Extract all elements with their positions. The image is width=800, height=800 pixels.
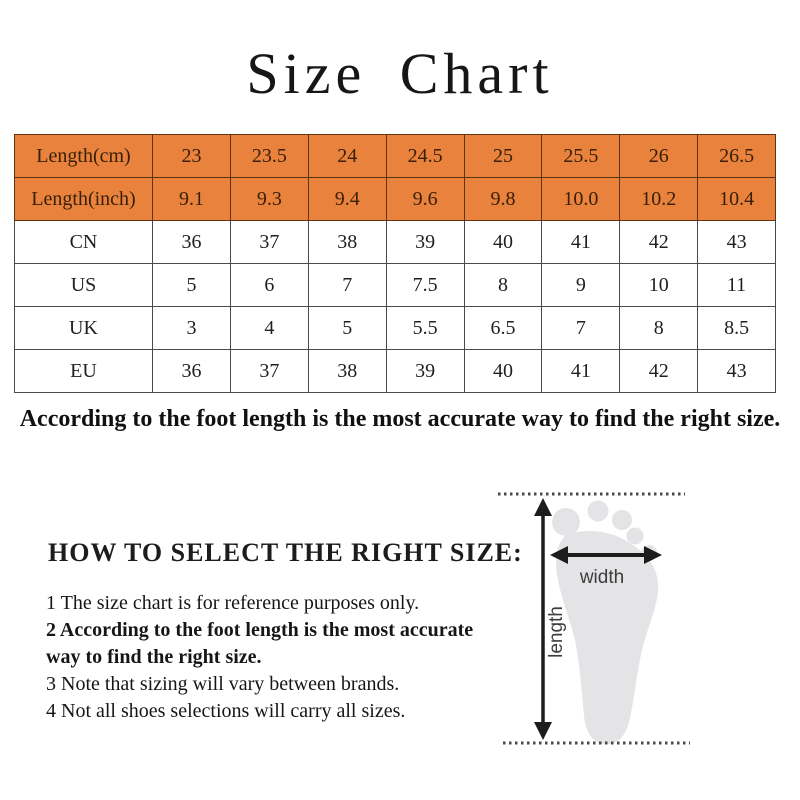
toe-shape xyxy=(612,510,632,530)
table-cell: 8 xyxy=(464,264,542,307)
footprint-icon xyxy=(552,501,658,745)
instruction-item: 4 Not all shoes selections will carry all sizes. xyxy=(46,700,406,722)
width-label: width xyxy=(579,567,625,588)
table-cell: 39 xyxy=(386,221,464,264)
table-cell: 38 xyxy=(308,350,386,393)
table-row xyxy=(15,350,776,393)
table-cell: 9.3 xyxy=(230,178,308,221)
table-row xyxy=(15,264,776,307)
table-cell: 5.5 xyxy=(386,307,464,350)
table-cell: 10.2 xyxy=(620,178,698,221)
size-table xyxy=(14,134,776,393)
table-cell: 9.4 xyxy=(308,178,386,221)
table-cell: 9.6 xyxy=(386,178,464,221)
table-cell: 41 xyxy=(542,350,620,393)
table-cell: 40 xyxy=(464,350,542,393)
table-cell: 38 xyxy=(308,221,386,264)
toe-shape xyxy=(627,528,644,545)
table-cell: 26.5 xyxy=(698,135,776,178)
table-cell: 37 xyxy=(230,350,308,393)
table-cell: 6 xyxy=(230,264,308,307)
table-cell: 25 xyxy=(464,135,542,178)
table-cell: 11 xyxy=(698,264,776,307)
instruction-item: 1 The size chart is for reference purposes only. xyxy=(46,592,420,614)
size-table-body xyxy=(15,135,776,393)
table-cell: 23 xyxy=(153,135,231,178)
table-cell: 43 xyxy=(698,221,776,264)
table-cell: 10 xyxy=(620,264,698,307)
table-cell: 10.0 xyxy=(542,178,620,221)
row-label: Length(cm) xyxy=(15,135,153,178)
instruction-list xyxy=(46,590,488,725)
table-cell: 6.5 xyxy=(464,307,542,350)
table-cell: 10.4 xyxy=(698,178,776,221)
table-cell: 4 xyxy=(230,307,308,350)
size-note: According to the foot length is the most accurate way to find the right size. xyxy=(19,406,781,432)
table-cell: 43 xyxy=(698,350,776,393)
big-toe-shape xyxy=(552,508,580,536)
row-label: CN xyxy=(15,221,153,264)
table-cell: 40 xyxy=(464,221,542,264)
page-title: Size Chart xyxy=(246,41,554,106)
toe-shape xyxy=(588,501,609,522)
table-cell: 3 xyxy=(153,307,231,350)
table-cell: 5 xyxy=(308,307,386,350)
table-cell: 39 xyxy=(386,350,464,393)
table-cell: 23.5 xyxy=(230,135,308,178)
table-row xyxy=(15,221,776,264)
table-cell: 9.8 xyxy=(464,178,542,221)
table-row xyxy=(15,178,776,221)
row-label: EU xyxy=(15,350,153,393)
table-cell: 41 xyxy=(542,221,620,264)
howto-heading: HOW TO SELECT THE RIGHT SIZE: xyxy=(48,538,523,567)
table-cell: 7 xyxy=(542,307,620,350)
row-label: US xyxy=(15,264,153,307)
table-cell: 24 xyxy=(308,135,386,178)
table-cell: 26 xyxy=(620,135,698,178)
table-cell: 9.1 xyxy=(153,178,231,221)
instruction-item: 3 Note that sizing will vary between brands. xyxy=(46,673,400,695)
instruction-item: 2 According to the foot length is the most accurate way to find the right size. xyxy=(46,619,474,668)
table-cell: 24.5 xyxy=(386,135,464,178)
table-cell: 36 xyxy=(153,221,231,264)
row-label: Length(inch) xyxy=(15,178,153,221)
length-label: length xyxy=(546,606,567,658)
table-cell: 42 xyxy=(620,350,698,393)
table-row xyxy=(15,135,776,178)
table-row xyxy=(15,307,776,350)
table-cell: 7.5 xyxy=(386,264,464,307)
table-cell: 42 xyxy=(620,221,698,264)
row-label: UK xyxy=(15,307,153,350)
foot-diagram xyxy=(480,470,710,770)
table-cell: 8.5 xyxy=(698,307,776,350)
table-cell: 9 xyxy=(542,264,620,307)
foot-sole-shape xyxy=(556,531,658,744)
table-cell: 8 xyxy=(620,307,698,350)
table-cell: 25.5 xyxy=(542,135,620,178)
table-cell: 36 xyxy=(153,350,231,393)
table-cell: 5 xyxy=(153,264,231,307)
table-cell: 37 xyxy=(230,221,308,264)
table-cell: 7 xyxy=(308,264,386,307)
